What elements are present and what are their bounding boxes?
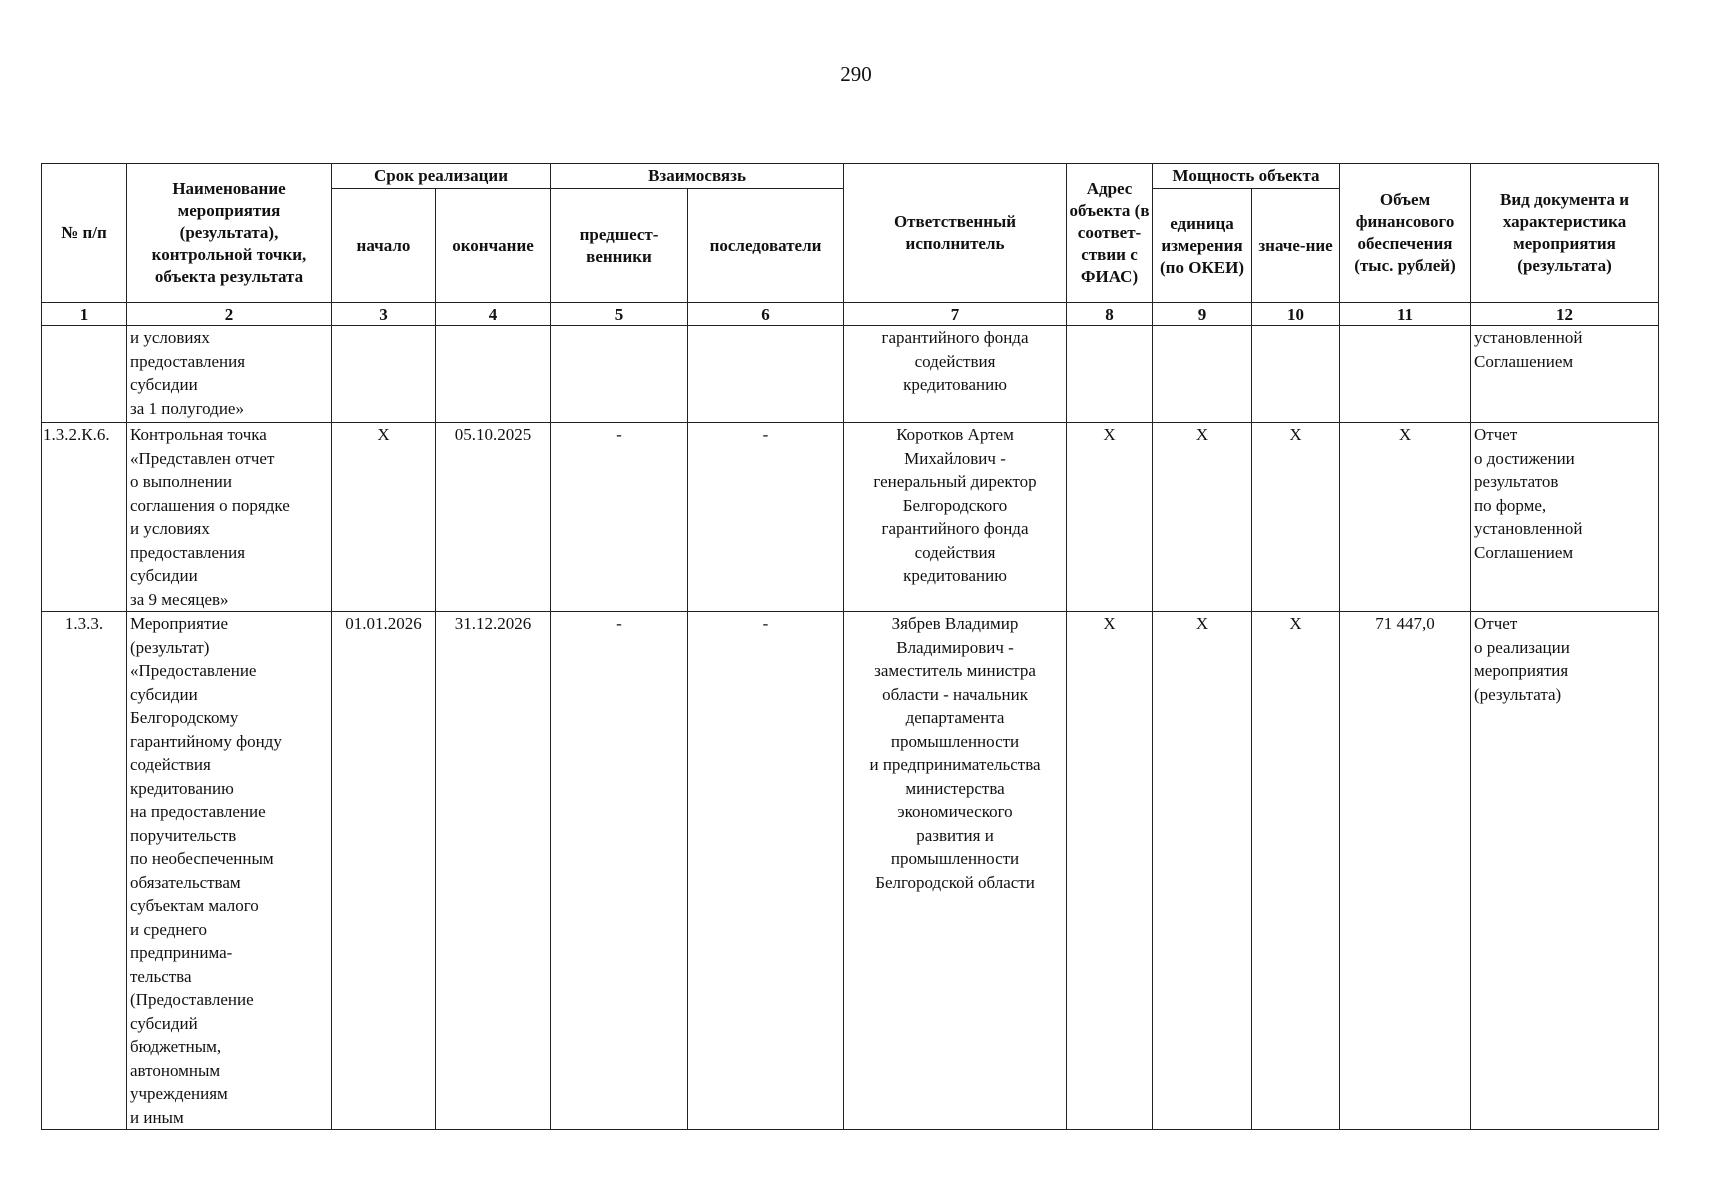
row-financing (1340, 326, 1471, 423)
row-successors: - (688, 612, 844, 1130)
row-successors (688, 326, 844, 423)
row-name: Мероприятие (результат) «Предоставление субсидии Белгородскому гарантийному фонду содействия кредитованию на предоставление поручительств по необеспеченным обязательствам субъектам малого и среднего предпринима- тельства (Предоставление субсидий бюджетным, автономным учреждениям и иным (127, 612, 332, 1130)
row-end (436, 326, 551, 423)
row-value: X (1252, 612, 1340, 1130)
header-group-power: Мощность объекта (1153, 164, 1340, 189)
row-start: 01.01.2026 (332, 612, 436, 1130)
row-predecessors (551, 326, 688, 423)
header-group-term: Срок реализации (332, 164, 551, 189)
row-document: установленной Соглашением (1471, 326, 1659, 423)
header-group-link: Взаимосвязь (551, 164, 844, 189)
column-number: 10 (1252, 303, 1340, 326)
row-responsible: гарантийного фонда содействия кредитованию (844, 326, 1067, 423)
row-num: 1.3.3. (42, 612, 127, 1130)
header-document: Вид документа и характеристика мероприятия (результата) (1471, 164, 1659, 303)
row-name: и условиях предоставления субсидии за 1 полугодие» (127, 326, 332, 423)
column-number: 11 (1340, 303, 1471, 326)
column-number: 6 (688, 303, 844, 326)
column-number-row (42, 303, 1659, 326)
row-financing: 71 447,0 (1340, 612, 1471, 1130)
row-responsible: Зябрев Владимир Владимирович - заместитель министра области - начальник департамента промышленности и предпринимательства министерства экономического развития и промышленности Белгородской области (844, 612, 1067, 1130)
row-value (1252, 326, 1340, 423)
column-number: 1 (42, 303, 127, 326)
column-number: 8 (1067, 303, 1153, 326)
column-number: 9 (1153, 303, 1252, 326)
row-document: Отчет о достижении результатов по форме, установленной Соглашением (1471, 423, 1659, 612)
row-num: 1.3.2.К.6. (42, 423, 127, 612)
row-value: X (1252, 423, 1340, 612)
row-unit (1153, 326, 1252, 423)
header-financing: Объем финансового обеспечения (тыс. рублей) (1340, 164, 1471, 303)
header-address: Адрес объекта (в соответ-ствии с ФИАС) (1067, 164, 1153, 303)
row-end: 05.10.2025 (436, 423, 551, 612)
header-value: значе-ние (1252, 189, 1340, 303)
column-number: 12 (1471, 303, 1659, 326)
page-number: 290 (840, 62, 872, 86)
plan-table (41, 163, 1659, 1130)
row-predecessors: - (551, 423, 688, 612)
header-num: № п/п (42, 164, 127, 303)
row-document: Отчет о реализации мероприятия (результата) (1471, 612, 1659, 1130)
row-financing: X (1340, 423, 1471, 612)
row-name: Контрольная точка «Представлен отчет о выполнении соглашения о порядке и условиях предоставления субсидии за 9 месяцев» (127, 423, 332, 612)
column-number: 3 (332, 303, 436, 326)
row-address: X (1067, 612, 1153, 1130)
header-name: Наименование мероприятия (результата), контрольной точки, объекта результата (127, 164, 332, 303)
row-responsible: Коротков Артем Михайлович - генеральный директор Белгородского гарантийного фонда содействия кредитованию (844, 423, 1067, 612)
row-unit: X (1153, 612, 1252, 1130)
header-end: окончание (436, 189, 551, 303)
row-num (42, 326, 127, 423)
column-number: 2 (127, 303, 332, 326)
header-start: начало (332, 189, 436, 303)
row-unit: X (1153, 423, 1252, 612)
column-number: 5 (551, 303, 688, 326)
column-number: 4 (436, 303, 551, 326)
row-predecessors: - (551, 612, 688, 1130)
table-row (42, 423, 1659, 612)
row-end: 31.12.2026 (436, 612, 551, 1130)
table-row (42, 612, 1659, 1130)
row-start: X (332, 423, 436, 612)
table-row (42, 326, 1659, 423)
row-address (1067, 326, 1153, 423)
row-successors: - (688, 423, 844, 612)
header-predecessors: предшест-венники (551, 189, 688, 303)
row-address: X (1067, 423, 1153, 612)
header-responsible: Ответственный исполнитель (844, 164, 1067, 303)
header-unit: единица измерения (по ОКЕИ) (1153, 189, 1252, 303)
column-number: 7 (844, 303, 1067, 326)
row-start (332, 326, 436, 423)
header-successors: последователи (688, 189, 844, 303)
